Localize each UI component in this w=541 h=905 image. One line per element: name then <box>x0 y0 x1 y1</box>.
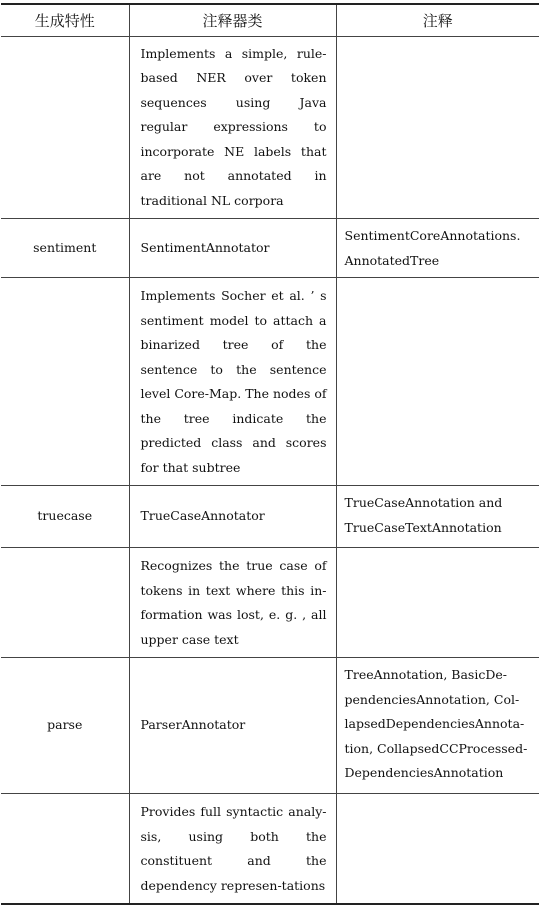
table-row <box>1 36 539 219</box>
truecase-annotation: TrueCaseAnnotation and TrueCaseTextAnnotation <box>336 486 539 548</box>
annotator-table <box>1 3 539 905</box>
sentiment-annotation: SentimentCoreAnnotations. AnnotatedTree <box>336 219 539 278</box>
header-annotation: 注释 <box>336 4 539 36</box>
table-row <box>1 486 539 548</box>
table-row <box>1 219 539 278</box>
regexner-description: Implements a simple, rule-based NER over token sequences using Java regular expressions to incorporate NE labels that are not annotated in traditional NL corpora <box>129 36 336 219</box>
truecase-description: Recognizes the true case of tokens in text where this in-formation was lost, e. g. , all upper case text <box>129 548 336 658</box>
cell-empty <box>1 548 129 658</box>
header-annotator-class: 注释器类 <box>129 4 336 36</box>
header-feature: 生成特性 <box>1 4 129 36</box>
truecase-feature: truecase <box>1 486 129 548</box>
truecase-class: TrueCaseAnnotator <box>129 486 336 548</box>
parse-feature: parse <box>1 658 129 794</box>
table-row <box>1 278 539 486</box>
sentiment-feature: sentiment <box>1 219 129 278</box>
cell-empty <box>336 36 539 219</box>
cell-empty <box>336 794 539 905</box>
header-row <box>1 4 539 36</box>
table-row <box>1 658 539 794</box>
cell-empty <box>1 36 129 219</box>
parse-class: ParserAnnotator <box>129 658 336 794</box>
cell-empty <box>336 548 539 658</box>
table-row <box>1 794 539 905</box>
table-row <box>1 548 539 658</box>
parse-description: Provides full syntactic analy-sis, using both the constituent and the dependency represen-tations <box>129 794 336 905</box>
sentiment-class: SentimentAnnotator <box>129 219 336 278</box>
parse-annotation: TreeAnnotation, BasicDe-pendenciesAnnotation, Col-lapsedDependenciesAnnota-tion, CollapsedCCProcessed-DependenciesAnnotation <box>336 658 539 794</box>
cell-empty <box>1 278 129 486</box>
cell-empty <box>336 278 539 486</box>
cell-empty <box>1 794 129 905</box>
sentiment-description: Implements Socher et al. ’ s sentiment model to attach a binarized tree of the sentence to the sentence level Core-Map. The nodes of the tree indicate the predicted class and scores for that subtree <box>129 278 336 486</box>
